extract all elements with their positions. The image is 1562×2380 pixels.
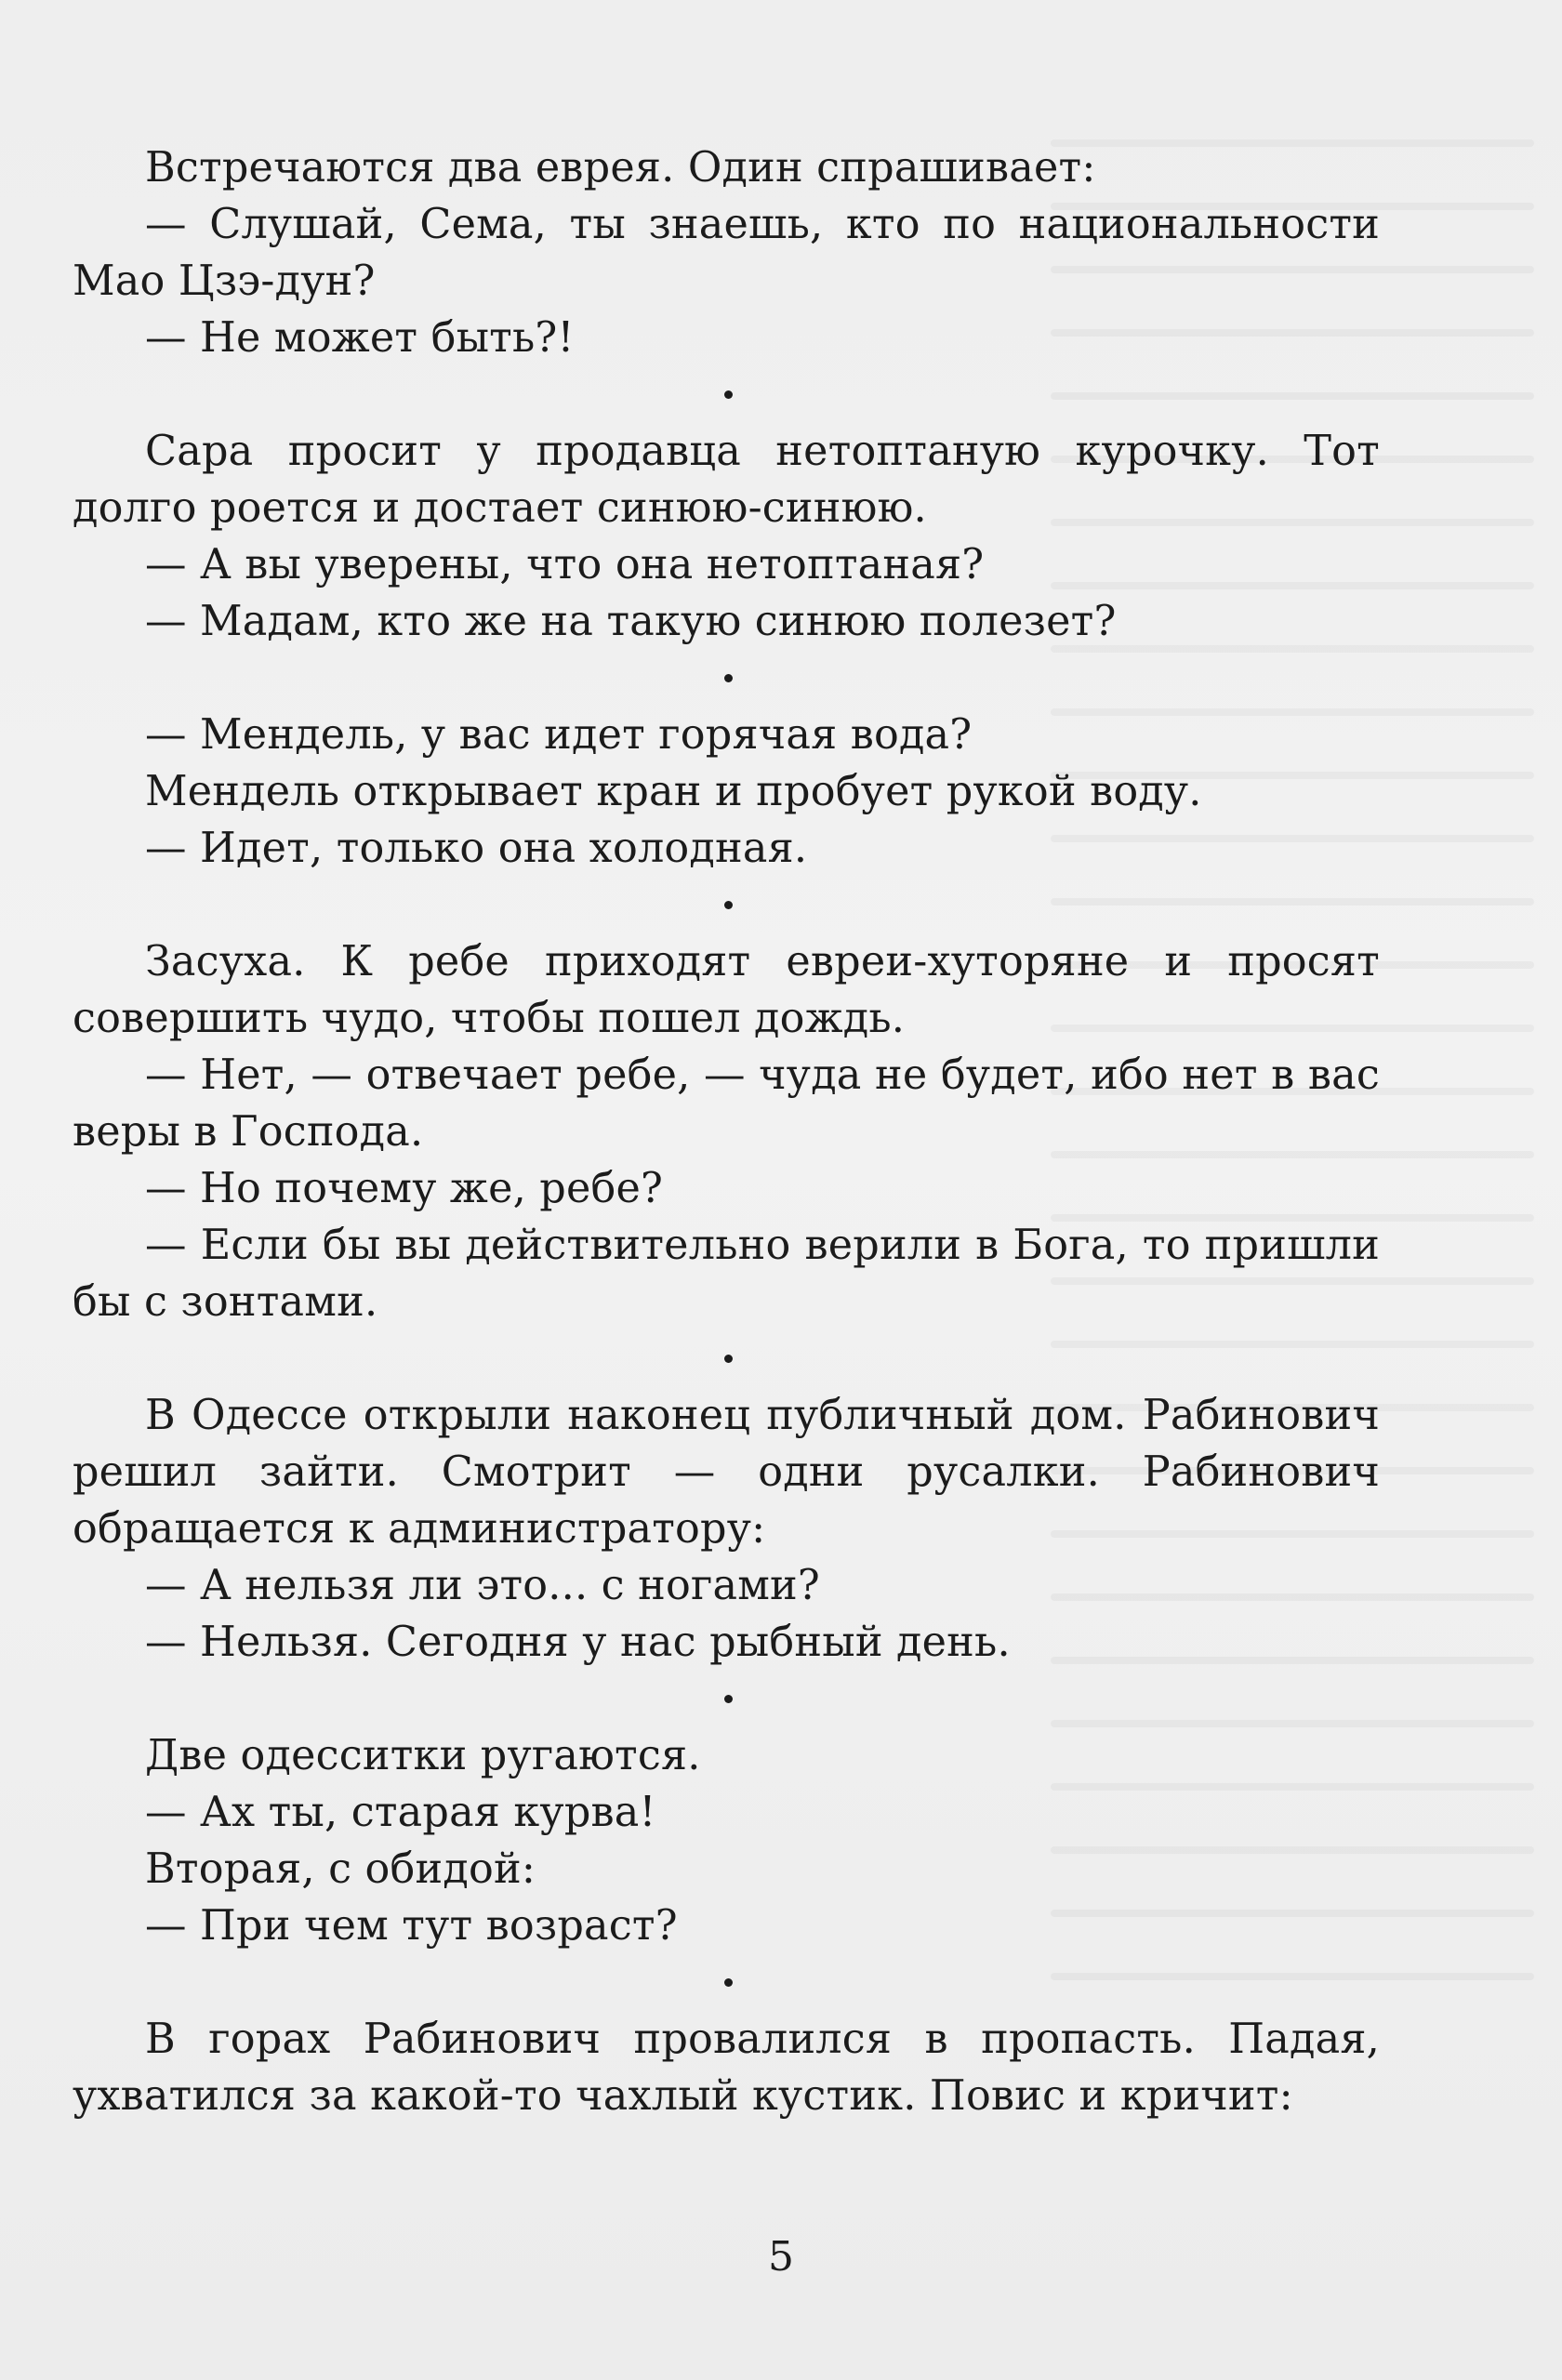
joke-separator bbox=[73, 1671, 1380, 1727]
bullet-dot-icon bbox=[724, 390, 733, 399]
joke-paragraph: В горах Рабинович провалился в пропасть. Падая, ухватился за какой-то чахлый кустик. Повис и кричит: bbox=[73, 2016, 1380, 2120]
joke-7 bbox=[73, 2011, 1380, 2124]
joke-paragraph: — Но почему же, ребе? bbox=[145, 1165, 664, 1212]
bullet-dot-icon bbox=[724, 674, 733, 682]
joke-paragraph: Две одесситки ругаются. bbox=[145, 1732, 701, 1779]
bullet-dot-icon bbox=[724, 1695, 733, 1703]
bullet-dot-icon bbox=[724, 1978, 733, 1987]
joke-paragraph: — При чем тут возраст? bbox=[145, 1902, 678, 1950]
joke-4 bbox=[73, 933, 1380, 1330]
joke-3 bbox=[73, 707, 1380, 877]
joke-paragraph: — Слушай, Сема, ты знаешь, кто по национальности Мао Цзэ-дун? bbox=[73, 201, 1380, 305]
joke-paragraph: — Если бы вы действительно верили в Бога, то пришли бы с зонтами. bbox=[73, 1222, 1380, 1326]
joke-paragraph: Встречаются два еврея. Один спрашивает: bbox=[145, 144, 1096, 192]
joke-6 bbox=[73, 1727, 1380, 1954]
joke-separator bbox=[73, 877, 1380, 933]
bullet-dot-icon bbox=[724, 1355, 733, 1363]
joke-paragraph: Вторая, с обидой: bbox=[145, 1845, 536, 1893]
joke-paragraph: — Нет, — отвечает ребе, — чуда не будет, ибо нет в вас веры в Господа. bbox=[73, 1051, 1380, 1156]
joke-separator bbox=[73, 650, 1380, 707]
page-body bbox=[73, 139, 1380, 2124]
joke-paragraph: Засуха. К ребе приходят евреи-хуторяне и просят совершить чудо, чтобы пошел дождь. bbox=[73, 938, 1380, 1042]
joke-paragraph: В Одессе открыли наконец публичный дом. Рабинович решил зайти. Смотрит — одни русалки. Рабинович обращается к администратору: bbox=[73, 1392, 1380, 1553]
joke-paragraph: Мендель открывает кран и пробует рукой воду. bbox=[145, 768, 1202, 815]
joke-5 bbox=[73, 1387, 1380, 1671]
joke-1 bbox=[73, 139, 1380, 366]
joke-2 bbox=[73, 423, 1380, 650]
bullet-dot-icon bbox=[724, 901, 733, 909]
joke-paragraph: — Не может быть?! bbox=[145, 314, 575, 362]
joke-paragraph: Сара просит у продавца нетоптаную курочку. Тот долго роется и достает синюю-синюю. bbox=[73, 428, 1380, 532]
joke-separator bbox=[73, 366, 1380, 423]
joke-separator bbox=[73, 1330, 1380, 1387]
joke-paragraph: — А нельзя ли это... с ногами? bbox=[145, 1562, 820, 1609]
joke-paragraph: — А вы уверены, что она нетоптаная? bbox=[145, 541, 985, 588]
joke-paragraph: — Мендель, у вас идет горячая вода? bbox=[145, 711, 973, 759]
joke-paragraph: — Ах ты, старая курва! bbox=[145, 1789, 656, 1836]
joke-paragraph: — Мадам, кто же на такую синюю полезет? bbox=[145, 598, 1117, 645]
joke-paragraph: — Идет, только она холодная. bbox=[145, 825, 808, 872]
joke-separator bbox=[73, 1954, 1380, 2011]
page-number: 5 bbox=[768, 2233, 794, 2281]
joke-paragraph: — Нельзя. Сегодня у нас рыбный день. bbox=[145, 1619, 1011, 1666]
